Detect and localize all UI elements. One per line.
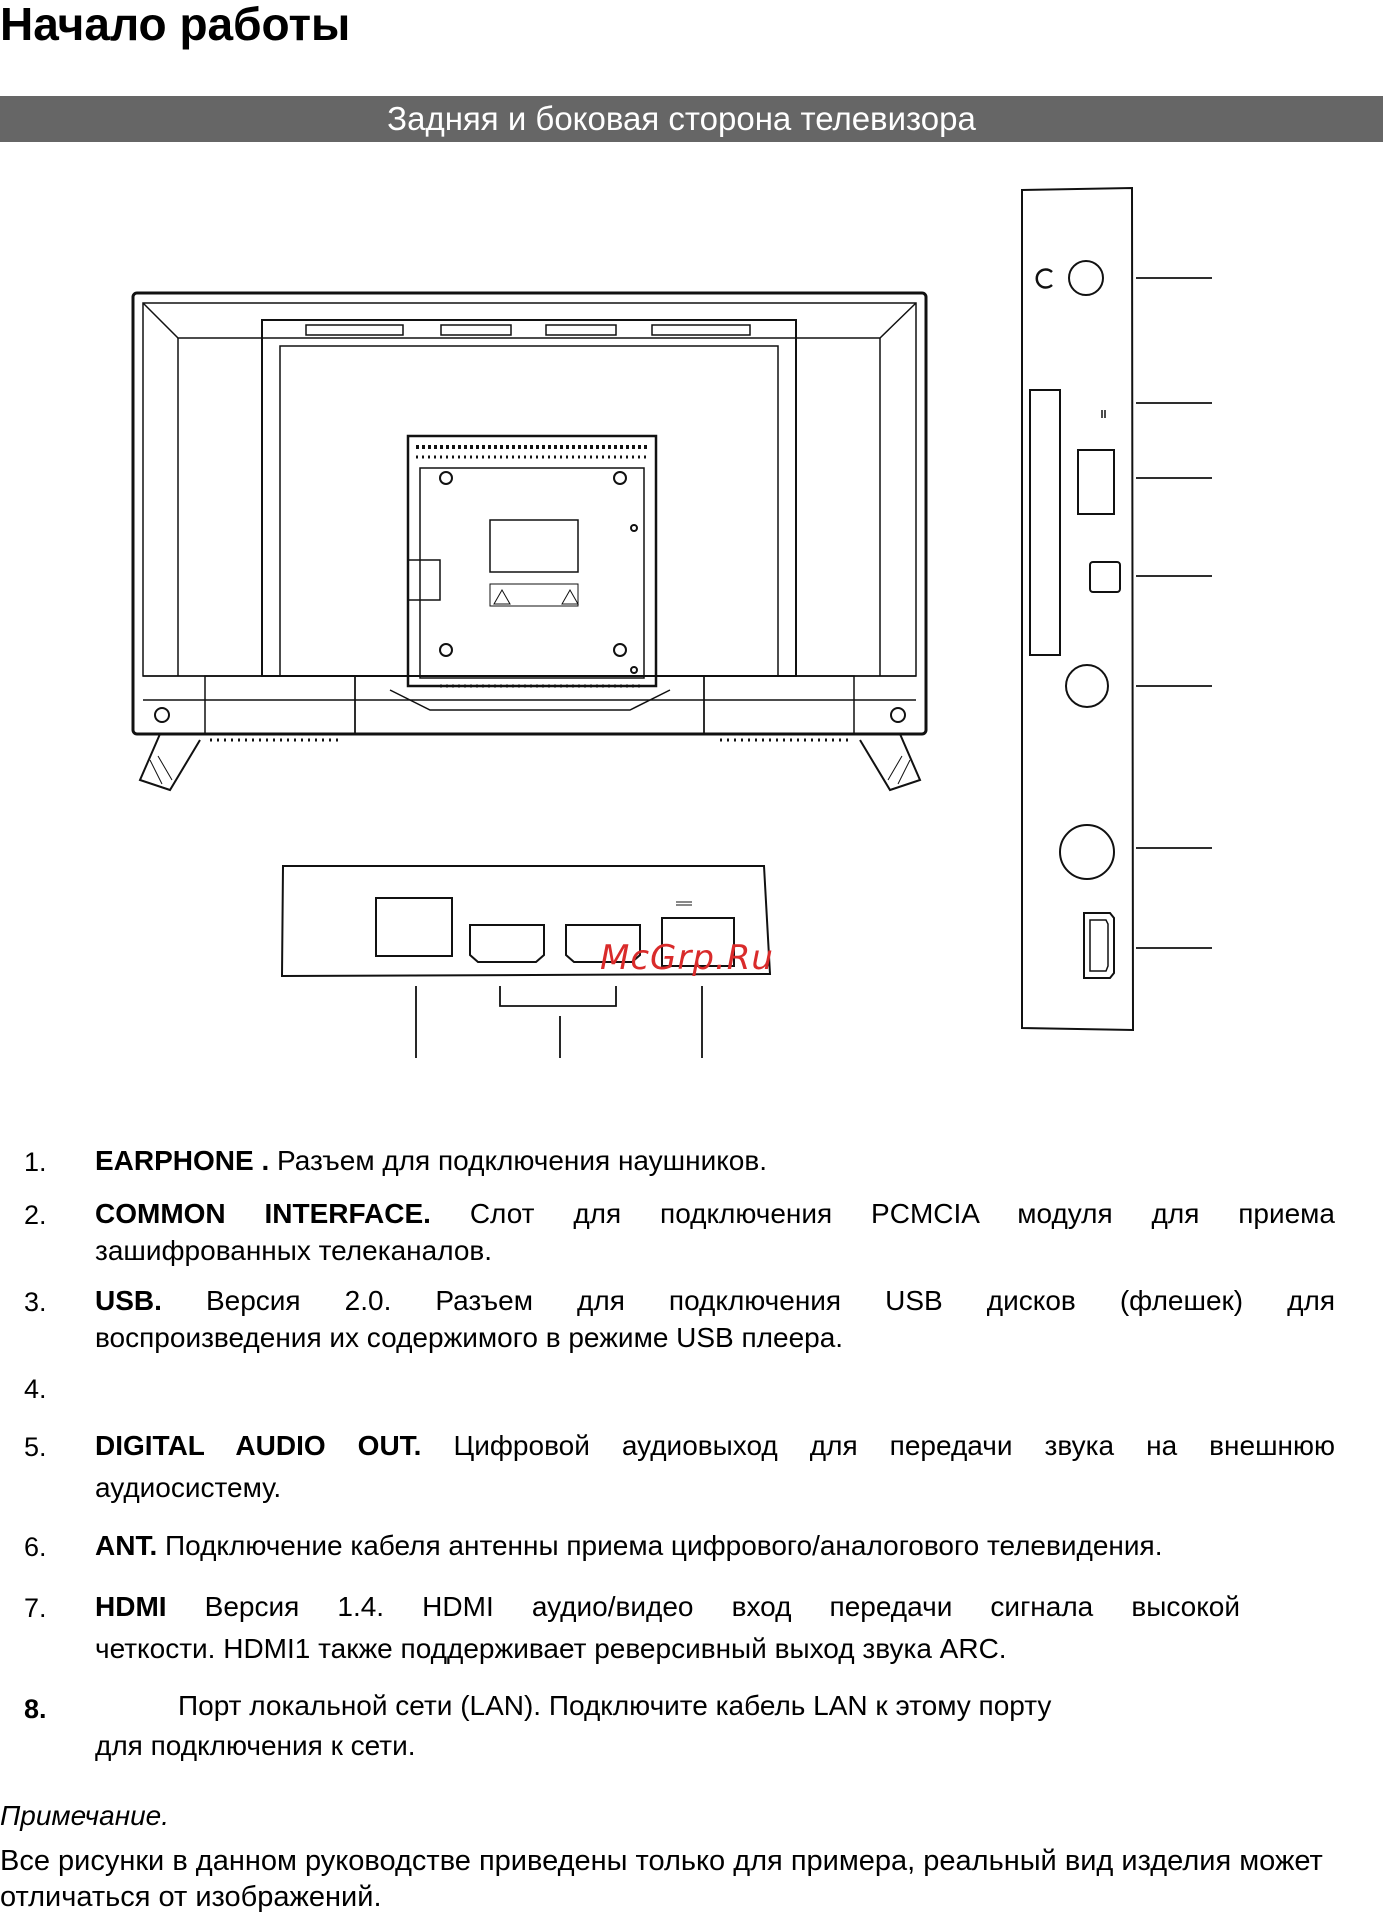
- headphone-icon: [1037, 270, 1052, 288]
- list-item: [95, 1588, 1240, 1625]
- item-description: Подключение кабеля антенны приема цифрового/аналогового телевидения.: [157, 1530, 1163, 1561]
- list-item: Порт локальной сети (LAN). Подключите кабель LAN к этому порту: [178, 1690, 1052, 1721]
- tv-side-panel: [1022, 188, 1212, 1030]
- item-separator: .: [253, 1145, 270, 1176]
- watermark: McGrp.Ru: [600, 938, 774, 978]
- item-continuation: зашифрованных телеканалов.: [95, 1235, 493, 1266]
- item-description: HDMI1 также поддерживает реверсивный выход звука ARC.: [223, 1633, 1007, 1664]
- item-description: Цифровой аудиовыход для передачи звука на внешнюю: [453, 1430, 1336, 1461]
- note-label: Примечание.: [0, 1800, 170, 1831]
- note-text: Все рисунки в данном руководстве приведены только для примера, реальный вид изделия может отличаться от изображений.: [0, 1845, 1323, 1913]
- item-label: EARPHONE: [95, 1145, 254, 1176]
- item-continuation: аудиосистему.: [95, 1472, 282, 1503]
- item-description: четкости.: [95, 1633, 216, 1664]
- list-item: [95, 1195, 1335, 1232]
- item-number: 5.: [24, 1432, 47, 1462]
- item-continuation: [95, 1630, 1335, 1667]
- list-item: [95, 1427, 1335, 1464]
- item-description: Версия 1.4. HDMI аудио/видео вход передачи сигнала высокой: [204, 1591, 1240, 1622]
- item-number: 4.: [24, 1374, 47, 1404]
- item-continuation: для подключения к сети.: [95, 1730, 416, 1761]
- item-label: DIGITAL AUDIO OUT.: [95, 1430, 422, 1461]
- item-number: 7.: [24, 1593, 47, 1623]
- tv-back-panel: [133, 293, 926, 790]
- item-number: 8.: [24, 1694, 47, 1724]
- item-number: 1.: [24, 1147, 47, 1177]
- item-label: USB.: [95, 1285, 162, 1316]
- list-item: [95, 1282, 1335, 1319]
- item-number: 6.: [24, 1532, 47, 1562]
- section-title: Задняя и боковая сторона телевизора: [387, 100, 976, 137]
- page-title: Начало работы: [0, 0, 351, 50]
- item-label: HDMI: [95, 1591, 167, 1622]
- item-description: Разъем для подключения наушников.: [269, 1145, 768, 1176]
- list-item: [95, 1527, 1335, 1564]
- item-number: 3.: [24, 1287, 47, 1317]
- item-label: ANT.: [95, 1530, 158, 1561]
- item-label: COMMON INTERFACE.: [95, 1198, 431, 1229]
- item-number: 2.: [24, 1200, 47, 1230]
- item-continuation: воспроизведения их содержимого в режиме USB плеера.: [95, 1322, 844, 1353]
- list-item: [95, 1142, 1335, 1179]
- item-description: Версия 2.0. Разъем для подключения USB дисков (флешек) для: [205, 1285, 1335, 1316]
- item-description: Слот для подключения PCMCIA модуля для приема: [469, 1198, 1335, 1229]
